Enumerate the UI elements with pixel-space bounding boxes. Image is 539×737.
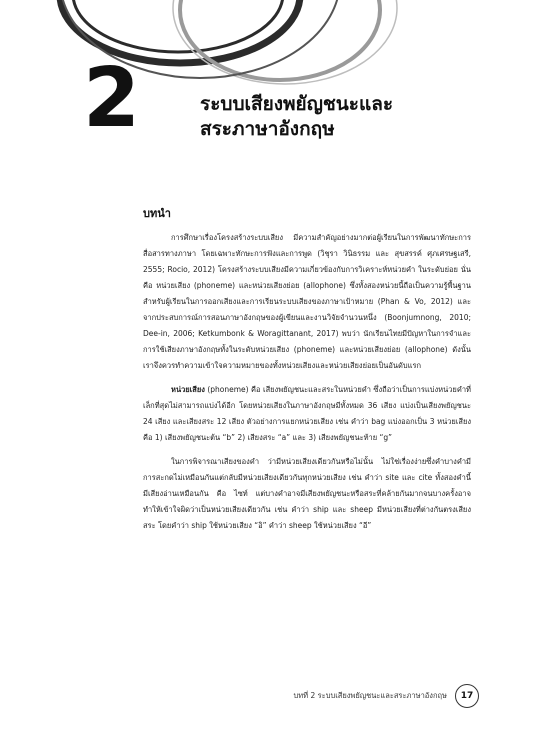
chapter-number: 2 — [83, 51, 141, 146]
paragraph-phoneme-text: (phoneme) คือ เสียงพยัญชนะและสระในหน่วยคำ ซึ่งถือว่าเป็นการแบ่งหน่วยคำที่เล็กที่สุดไม่สามารถแบ่งได้อีก โดยหน่วยเสียงในภาษาอังกฤษมีทั้งหมด 36 เสียง แบ่งเป็นเสียงพยัญชนะ 24 เสียง และเสียงสระ 12 เสียง ตัวอย่างการแยกหน่วยเสียง เช่น คำว่า bag แบ่งออกเป็น 3 หน่วยเสียง คือ 1) เสียงพยัญชนะต้น “b” 2) เสียงสระ “a” และ 3) เสียงพยัญชนะท้าย “g” — [143, 385, 471, 442]
page-number: 17 — [455, 684, 479, 708]
page-footer — [293, 684, 479, 708]
section-heading: บทนำ — [143, 207, 171, 220]
paragraph-intro: การศึกษาเรื่องโครงสร้างระบบเสียง มีความสำคัญอย่างมากต่อผู้เรียนในการพัฒนาทักษะการสื่อสารทางภาษา โดยเฉพาะทักษะการฟังและการพูด (วิชุรา วินิธรรม และ สุขสรรค์ ศุภเศรษฐเสรี, 2555; Rocio, 2012) โครงสร้างระบบเสียงมีความเกี่ยวข้องกับการวิเคราะห์หน่วยคำ ในระดับย่อย นั่นคือ หน่วยเสียง (phoneme) และหน่วยเสียงย่อย (allophone) ซึ่งทั้งสองหน่วยนี้ถือเป็นความรู้พื้นฐานสำหรับผู้เรียนในการออกเสียงและการเรียนระบบเสียงของภาษาเป้าหมาย (Phan & Vo, 2012) และจากประสบการณ์การสอนภาษาอังกฤษของผู้เขียนและงานวิจัยจำนวนหนึ่ง (Boonjumnong, 2010; Dee-in, 2006; Ketkumbonk & Woragittanant, 2017) พบว่า นักเรียนไทยมีปัญหาในการจำและการใช้เสียงภาษาอังกฤษทั้งในระดับหน่วยเสียง (phoneme) และหน่วยเสียงย่อย (allophone) ดังนั้น เราจึงควรทำความเข้าใจความหมายของทั้งหน่วยเสียงและหน่วยเสียงย่อยเป็นอันดับแรก — [143, 233, 471, 370]
chapter-title-line1: ระบบเสียงพยัญชนะและ — [200, 93, 394, 115]
main-content — [143, 206, 471, 542]
ring-right — [180, 0, 380, 80]
paragraph-examples: ในการพิจารณาเสียงของคำ ว่ามีหน่วยเสียงเดียวกันหรือไม่นั้น ไม่ใช่เรื่องง่ายซึ่งคำบางคำมีการสะกดไม่เหมือนกันแต่กลับมีหน่วยเสียงเดียวกันทุกหน่วยเสียง เช่น คำว่า site และ cite ทั้งสองคำนี้มีเสียงอ่านเหมือนกัน คือ ไซท์ แต่บางคำอาจมีเสียงพยัญชนะหรือสระที่คล้ายกันมากจนบางครั้งอาจทำให้เข้าใจผิดว่าเป็นหน่วยเสียงเดียวกัน เช่น คำว่า ship และ sheep มีหน่วยเสียงที่ต่างกันตรงเสียงสระ โดยคำว่า ship ใช้หน่วยเสียง “อิ” คำว่า sheep ใช้หน่วยเสียง “อี” — [143, 457, 471, 530]
running-title: บทที่ 2 ระบบเสียงพยัญชนะและสระภาษาอังกฤษ — [293, 691, 447, 700]
ring-right-thin — [173, 0, 397, 84]
paragraph-phoneme — [143, 382, 471, 446]
chapter-title — [200, 92, 500, 142]
decorative-rings — [0, 0, 539, 180]
term-phoneme: หน่วยเสียง — [171, 385, 205, 394]
chapter-title-line2: สระภาษาอังกฤษ — [200, 118, 335, 140]
